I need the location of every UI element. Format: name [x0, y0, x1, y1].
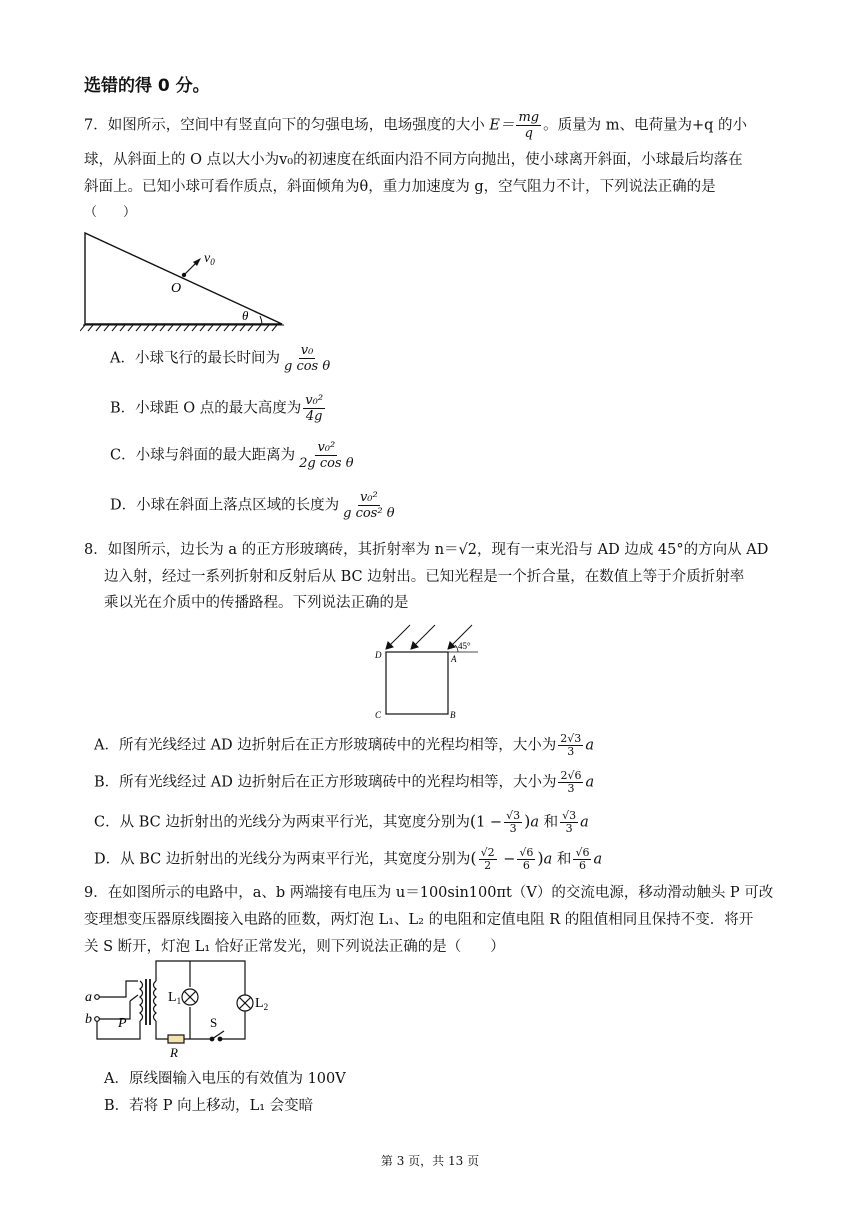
vertex-a: A [451, 654, 457, 664]
label-l1: $L_1$ [168, 990, 182, 1006]
q8-option-d[interactable]: D．从 BC 边折射出的光线分为两束平行光，其宽度分别为( $\frac{√2}{2}$ − $\frac{√6}{6}$ )a 和 $\frac{√6}{6}$ a [94, 846, 603, 872]
label-b: b [85, 1012, 92, 1027]
terminal-a [95, 995, 100, 1000]
q9-number: 9． [84, 885, 108, 901]
section-continuation: 选错的得 0 分。 [84, 76, 210, 96]
q7-stem-line-1 [84, 110, 747, 141]
terminal-b [95, 1017, 100, 1022]
q7-e-symbol: E＝ [489, 117, 515, 134]
slider-p [130, 995, 138, 1001]
q7-incline-figure [80, 228, 295, 338]
resistor-r [168, 1035, 184, 1043]
angle-label: 45° [458, 641, 471, 651]
label-r: R [170, 1045, 178, 1060]
q7-answer-brackets: （ ） [84, 205, 137, 220]
theta-arc [260, 316, 262, 324]
q9-option-b[interactable]: B．若将 P 向上移动，L₁ 会变暗 [104, 1098, 314, 1114]
vertex-d: D [375, 650, 382, 660]
q9-circuit-figure [80, 955, 280, 1065]
vertex-c: C [375, 710, 382, 720]
page-footer: 第 3 页，共 13 页 [380, 1154, 480, 1168]
q7-option-d[interactable]: D．小球在斜面上落点区域的长度为 $\frac{\text{v₀²}}{\text{g cos² θ}}$ [110, 490, 395, 521]
label-a: a [85, 990, 92, 1005]
q7-option-a[interactable]: A．小球飞行的最长时间为 $\frac{\text{v₀}}{\text{g cos θ}}$ [110, 343, 331, 374]
q7-option-b[interactable]: B．小球距 O 点的最大高度为 $\frac{\text{v₀²}}{4g}$ [110, 393, 324, 424]
ground-hatch [80, 325, 284, 331]
glass-square [386, 652, 448, 714]
q7-field-fraction: $\frac{mg}{q}$ [518, 110, 540, 141]
q7-stem-1a: 如图所示，空间中有竖直向下的匀强电场，电场强度的大小 [107, 117, 485, 134]
q8-option-c[interactable]: C．从 BC 边折射出的光线分为两束平行光，其宽度分别为(1 − $\frac{√3}{3}$ )a 和 $\frac{√3}{3}$ a [94, 809, 589, 835]
q7-stem-1b: 。质量为 m、电荷量为+q 的小 [543, 117, 747, 134]
label-l2: $L_2$ [255, 996, 269, 1012]
q7-option-c[interactable]: C．小球与斜面的最大距离为 $\frac{\text{v₀²}}{\text{2g cos θ}}$ [110, 440, 354, 471]
q8-stem-line-2: 边入射，经过一系列折射和反射后从 BC 边射出。已知光程是一个折合量，在数值上等于介质折射率 [104, 569, 745, 585]
q7-stem-line-3: 斜面上。已知小球可看作质点，斜面倾角为θ，重力加速度为 g，空气阻力不计，下列说法正确的是 [84, 179, 716, 195]
vertex-b: B [450, 710, 456, 720]
incline-triangle [85, 233, 282, 324]
primary-coil [140, 981, 143, 1021]
q8-option-b[interactable]: B．所有光线经过 AD 边折射后在正方形玻璃砖中的光程均相等，大小为 $\frac{2√6}{3}$ a [94, 769, 595, 795]
q8-stem-line-3: 乘以光在介质中的传播路程。下列说法正确的是 [104, 595, 409, 611]
q7-stem-line-2: 球，从斜面上的 O 点以大小为v₀的初速度在纸面内沿不同方向抛出，使小球离开斜面，小球最后均落在 [84, 152, 743, 168]
q8-square-figure [370, 622, 485, 722]
q7-number: 7． [84, 117, 108, 134]
q8-stem-line-1: 8．如图所示，边长为 a 的正方形玻璃砖，其折射率为 n＝√2，现有一束光沿与 AD 边成 45°的方向从 AD [84, 542, 769, 558]
theta-label: θ [242, 308, 249, 323]
label-s: S [210, 1015, 218, 1030]
v0-label: $v_0$ [204, 251, 215, 267]
q9-option-a[interactable]: A．原线圈输入电压的有效值为 100V [104, 1071, 346, 1087]
q8-option-a[interactable]: A．所有光线经过 AD 边折射后在正方形玻璃砖中的光程均相等，大小为 $\frac{2√3}{3}$ a [94, 732, 594, 758]
label-p: P [118, 1016, 127, 1031]
q9-stem-line-2: 变理想变压器原线圈接入电路的匝数，两灯泡 L₁、L₂ 的电阻和定值电阻 R 的阻值相同且保持不变．将开 [84, 912, 754, 928]
q8-number: 8． [84, 542, 108, 558]
q9-stem-line-3: 关 S 断开，灯泡 L₁ 恰好正常发光，则下列说法正确的是（ ） [84, 939, 505, 955]
point-o-label: O [171, 281, 182, 296]
q9-stem-line-1: 9．在如图所示的电路中，a、b 两端接有电压为 u＝100sin100πt（V）的交流电源，移动滑动触头 P 可改 [84, 885, 774, 901]
secondary-coil [154, 981, 157, 1021]
